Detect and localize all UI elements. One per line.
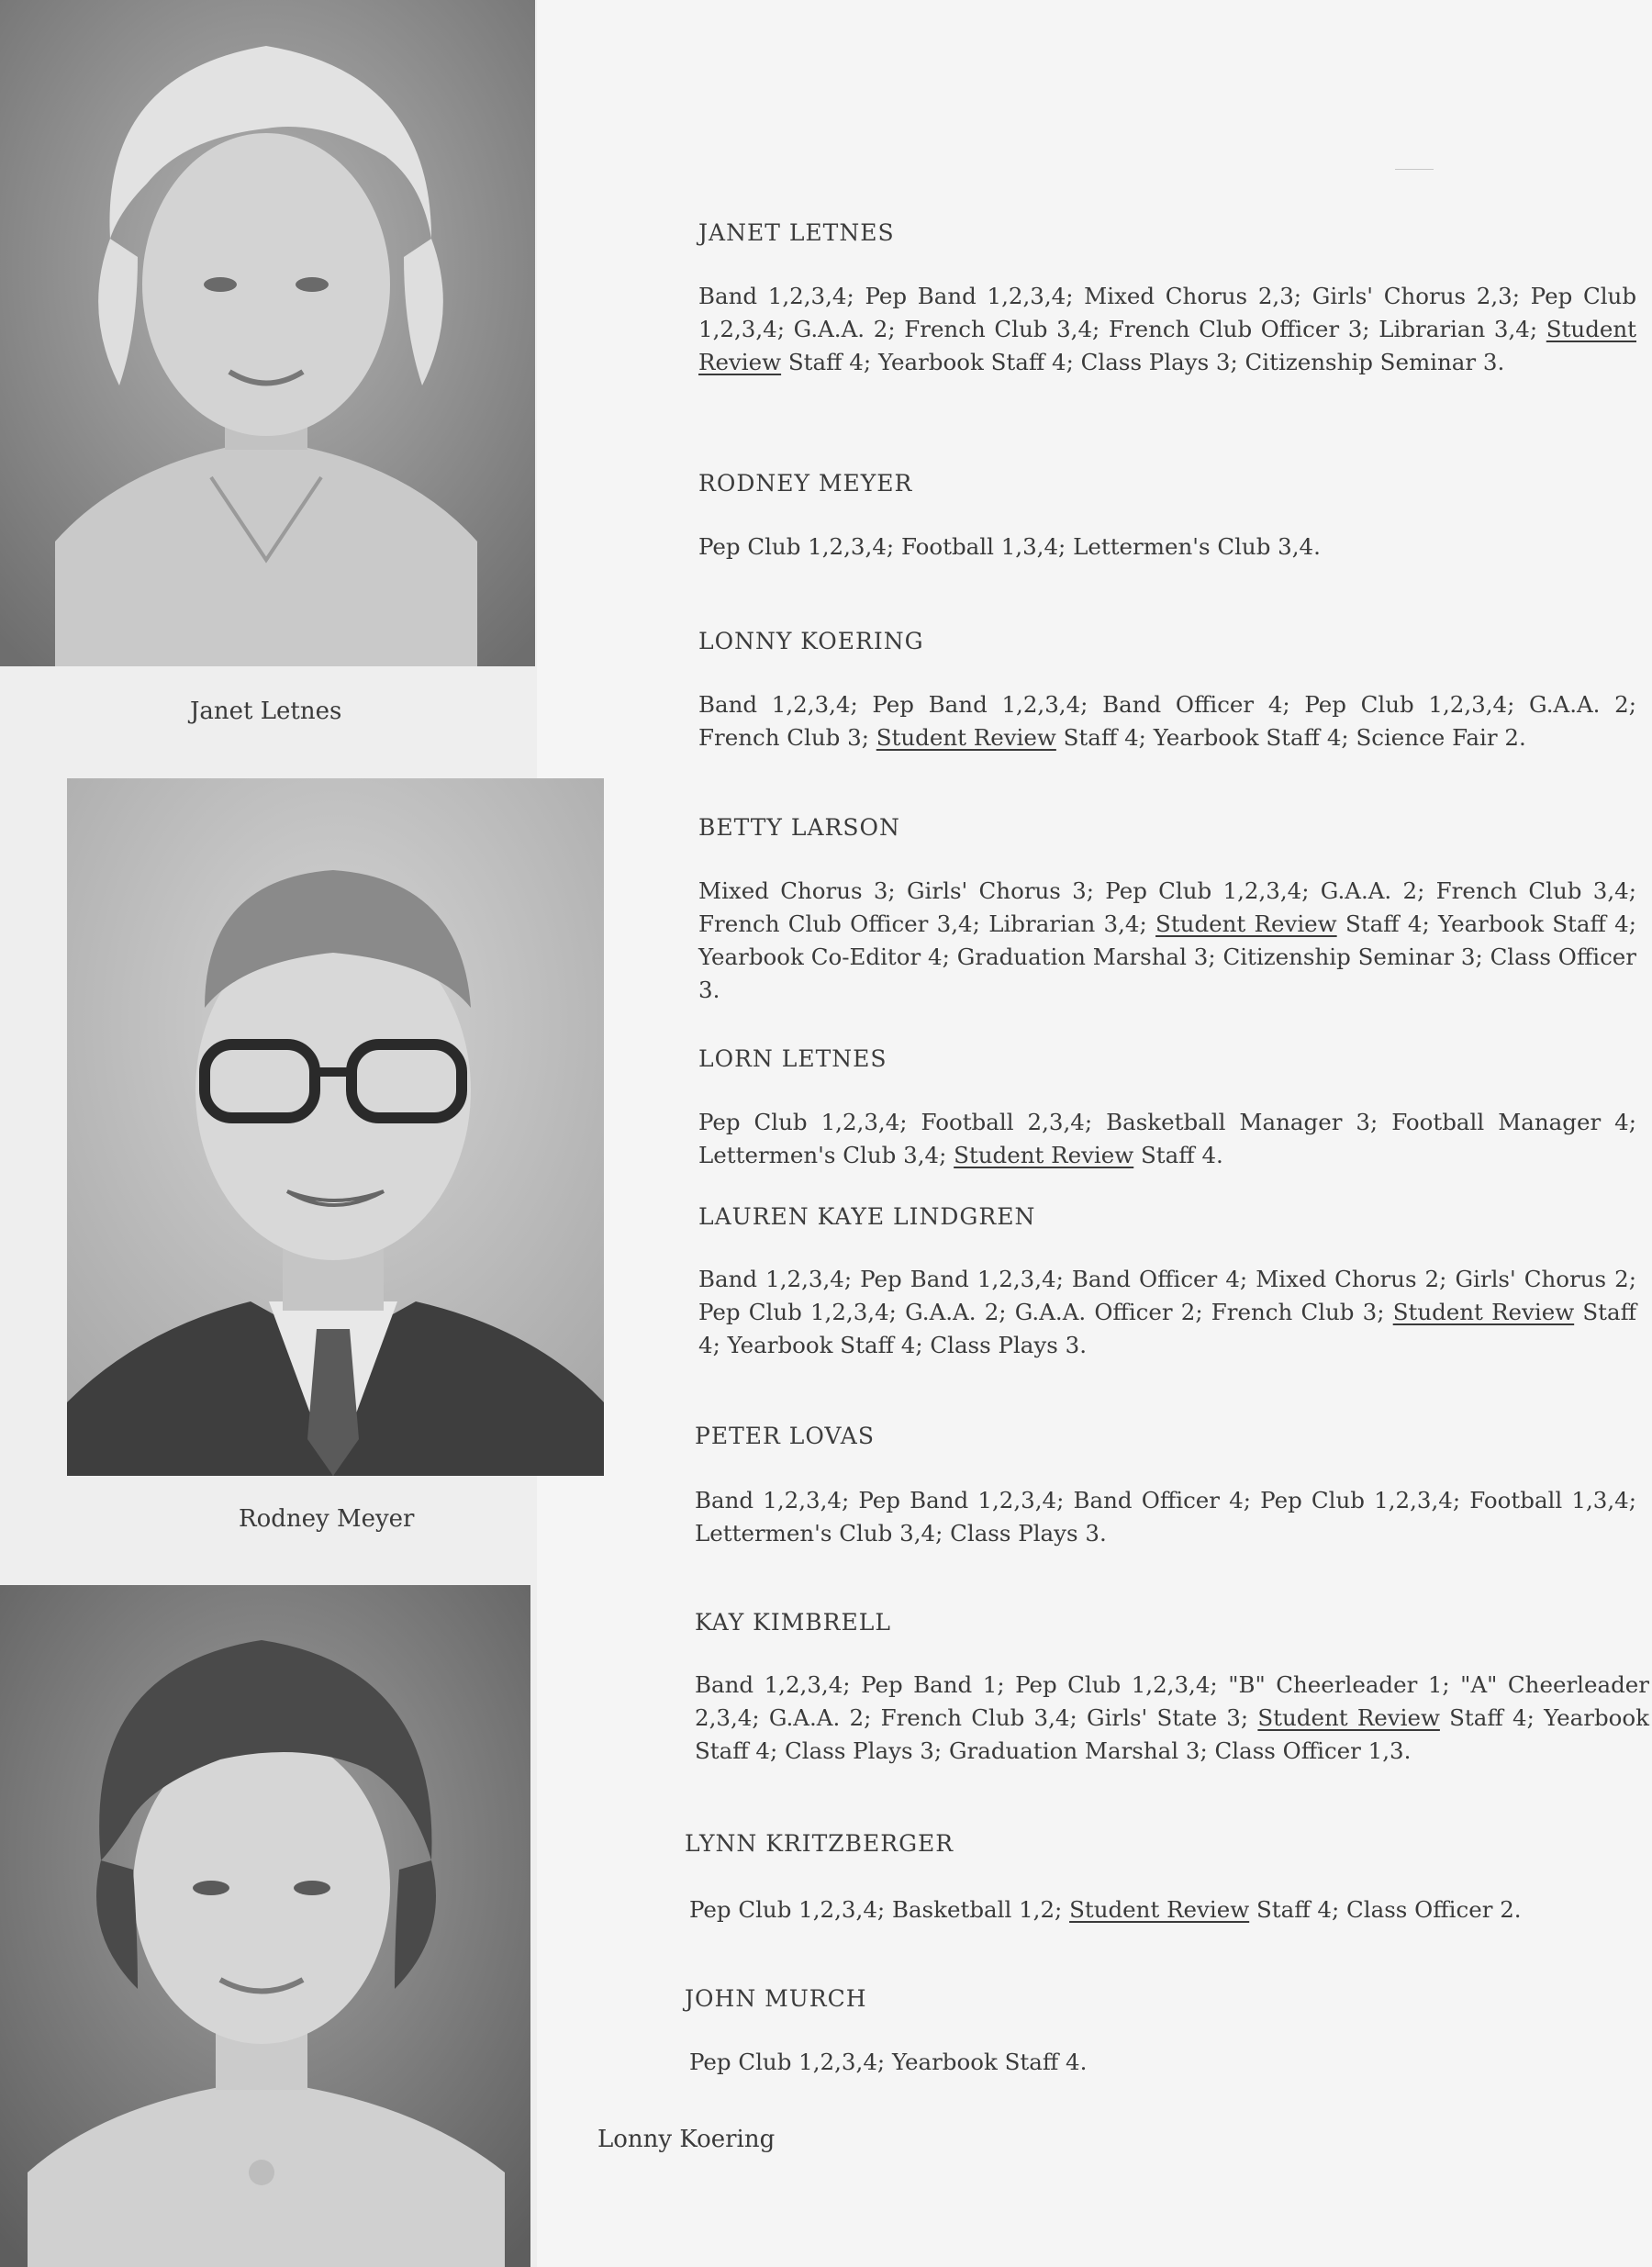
entry-activities: Pep Club 1,2,3,4; Basketball 1,2; Student Review Staff 4; Class Officer 2. <box>689 1896 1522 1923</box>
publication-title: Student Review <box>954 1142 1134 1168</box>
publication-title: Student Review <box>1392 1299 1575 1325</box>
entry-activities: Pep Club 1,2,3,4; Football 2,3,4; Basketball Manager 3; Football Manager 4; Lettermen's Club 3,4; Student Review Staff 4. <box>698 1109 1636 1168</box>
entry-activities: Mixed Chorus 3; Girls' Chorus 3; Pep Club 1,2,3,4; G.A.A. 2; French Club 3,4; French Club Officer 3,4; Librarian 3,4; Student Review Staff 4; Yearbook Staff 4; Yearbook Co-Editor 4; Graduation Marshal 3; Citizenship Seminar 3; Class Officer 3. <box>698 877 1636 1003</box>
entry-name: JOHN MURCH <box>685 1985 867 2012</box>
entry-name: RODNEY MEYER <box>698 470 913 497</box>
entry-name: LONNY KOERING <box>698 628 924 654</box>
entry-activities: Band 1,2,3,4; Pep Band 1,2,3,4; Band Officer 4; Mixed Chorus 2; Girls' Chorus 2; Pep Club 1,2,3,4; G.A.A. 2; G.A.A. Officer 2; French Club 3; Student Review Staff 4; Yearbook Staff 4; Class Plays 3. <box>698 1266 1636 1358</box>
photo-caption: Janet Letnes <box>190 698 342 725</box>
entry-name: PETER LOVAS <box>695 1423 875 1449</box>
entry-name: LORN LETNES <box>698 1045 887 1072</box>
photo-caption: Lonny Koering <box>597 2126 776 2153</box>
publication-title: Student Review <box>1155 910 1337 937</box>
entry-name: LAUREN KAYE LINDGREN <box>698 1203 1036 1230</box>
entry-activities: Band 1,2,3,4; Pep Band 1,2,3,4; Band Officer 4; Pep Club 1,2,3,4; Football 1,3,4; Lettermen's Club 3,4; Class Plays 3. <box>695 1487 1636 1547</box>
entry-activities: Pep Club 1,2,3,4; Football 1,3,4; Lettermen's Club 3,4. <box>698 533 1321 560</box>
entry-name: JANET LETNES <box>698 219 895 246</box>
entry-name: KAY KIMBRELL <box>695 1609 891 1636</box>
entry-activities: Band 1,2,3,4; Pep Band 1,2,3,4; Mixed Chorus 2,3; Girls' Chorus 2,3; Pep Club 1,2,3,4; G.A.A. 2; French Club 3,4; French Club Officer 3; Librarian 3,4; Student Review Staff 4; Yearbook Staff 4; Class Plays 3; Citizenship Seminar 3. <box>698 283 1636 375</box>
entry-activities: Pep Club 1,2,3,4; Yearbook Staff 4. <box>689 2049 1088 2075</box>
photo-caption: Rodney Meyer <box>239 1505 415 1533</box>
publication-title: Student Review <box>1069 1896 1250 1923</box>
publication-title: Student Review <box>1257 1704 1440 1731</box>
publication-title: Student Review <box>876 724 1056 751</box>
entry-name: LYNN KRITZBERGER <box>685 1830 954 1857</box>
entry-activities: Band 1,2,3,4; Pep Band 1; Pep Club 1,2,3,4; "B" Cheerleader 1; "A" Cheerleader 2,3,4; G.A.A. 2; French Club 3,4; Girls' State 3; Student Review Staff 4; Yearbook Staff 4; Class Plays 3; Graduation Marshal 3; Class Officer 1,3. <box>695 1671 1649 1764</box>
entry-activities: Band 1,2,3,4; Pep Band 1,2,3,4; Band Officer 4; Pep Club 1,2,3,4; G.A.A. 2; French Club 3; Student Review Staff 4; Yearbook Staff 4; Science Fair 2. <box>698 691 1636 751</box>
publication-title: Student Review <box>698 316 1636 375</box>
entry-name: BETTY LARSON <box>698 814 900 841</box>
